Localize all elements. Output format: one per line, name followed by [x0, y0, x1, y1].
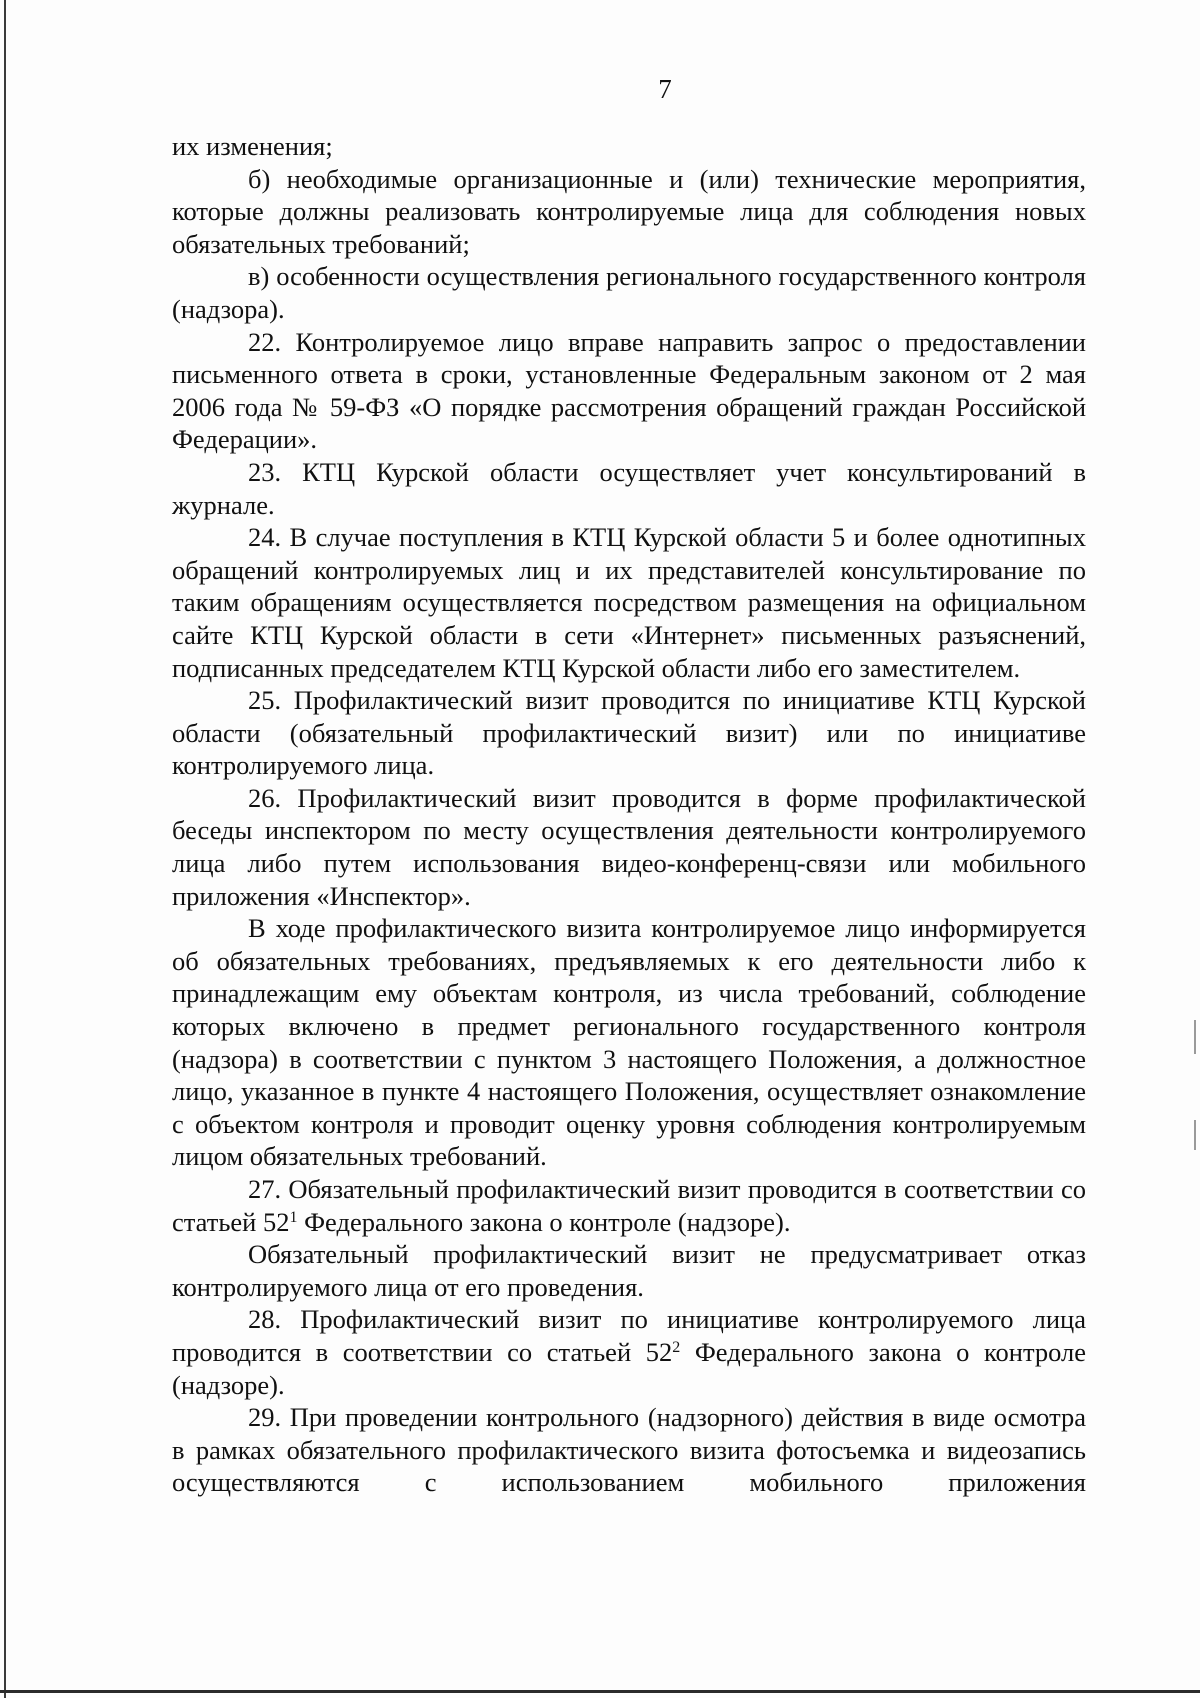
superscript: 2 [672, 1338, 681, 1356]
document-body [172, 130, 1086, 1499]
paragraph-text: 28. Профилактический визит по инициативе контролируемого лица проводится в соответствии со статьей 52 [172, 1304, 1086, 1367]
paragraph: б) необходимые организационные и (или) технические мероприятия, которые должны реализовать контролируемые лица для соблюдения новых обязательных требований; [172, 163, 1086, 259]
paragraph: 29. При проведении контрольного (надзорного) действия в виде осмотра в рамках обязательного профилактического визита фотосъемка и видеозапись осуществляются с использованием мобильного приложения [172, 1402, 1086, 1498]
paragraph: 25. Профилактический визит проводится по инициативе КТЦ Курской области (обязательный профилактический визит) или по инициативе контролируемого лица. [172, 685, 1086, 781]
paragraph: 23. КТЦ Курской области осуществляет учет консультирований в журнале. [172, 456, 1086, 520]
scan-mark [1194, 1020, 1196, 1054]
paragraph: 26. Профилактический визит проводится в форме профилактической беседы инспектором по месту осуществления деятельности контролируемого лица либо путем использования видео-конференц-связи или мобильного приложения «Инспектор». [172, 782, 1086, 911]
paragraph: В ходе профилактического визита контролируемое лицо информируется об обязательных требованиях, предъявляемых к его деятельности либо к принадлежащим ему объектам контроля, из числа требований, соблюдение которых включено в предмет регионального государственного контроля (надзора) в соответствии с пунктом 3 настоящего Положения, а должностное лицо, указанное в пункте 4 настоящего Положения, осуществляет ознакомление с объектом контроля и проводит оценку уровня соблюдения контролируемым лицом обязательных требований. [172, 913, 1086, 1172]
scan-mark [1194, 1120, 1196, 1150]
paragraph: в) особенности осуществления регионального государственного контроля (надзора). [172, 261, 1086, 324]
paragraph: Обязательный профилактический визит не предусматривает отказ контролируемого лица от его проведения. [172, 1239, 1086, 1302]
paragraph: 22. Контролируемое лицо вправе направить запрос о предоставлении письменного ответа в сроки, установленные Федеральным законом от 2 мая 2006 года № 59-ФЗ «О порядке рассмотрения обращений граждан Российской Федерации». [172, 326, 1086, 455]
paragraph-text: Федерального закона о контроле (надзоре). [297, 1206, 791, 1237]
superscript: 1 [289, 1208, 298, 1226]
scan-edge-bottom [0, 1690, 1200, 1693]
paragraph-text: Федерального закона о контроле (надзоре). [172, 1336, 1086, 1400]
paragraph: 24. В случае поступления в КТЦ Курской области 5 и более однотипных обращений контролируемых лиц и их представителей консультирование по таким обращениям осуществляется посредством размещения на официальном сайте КТЦ Курской области в сети «Интернет» письменных разъяснений, подписанных председателем КТЦ Курской области либо его заместителем. [172, 522, 1086, 683]
page-number: 7 [658, 74, 672, 104]
paragraph [172, 1173, 1086, 1238]
paragraph [172, 1303, 1086, 1401]
scan-edge-left [4, 0, 6, 1698]
paragraph-text: 27. Обязательный профилактический визит проводится в соответствии со статьей 52 [172, 1174, 1086, 1237]
paragraph: их изменения; [172, 131, 333, 161]
